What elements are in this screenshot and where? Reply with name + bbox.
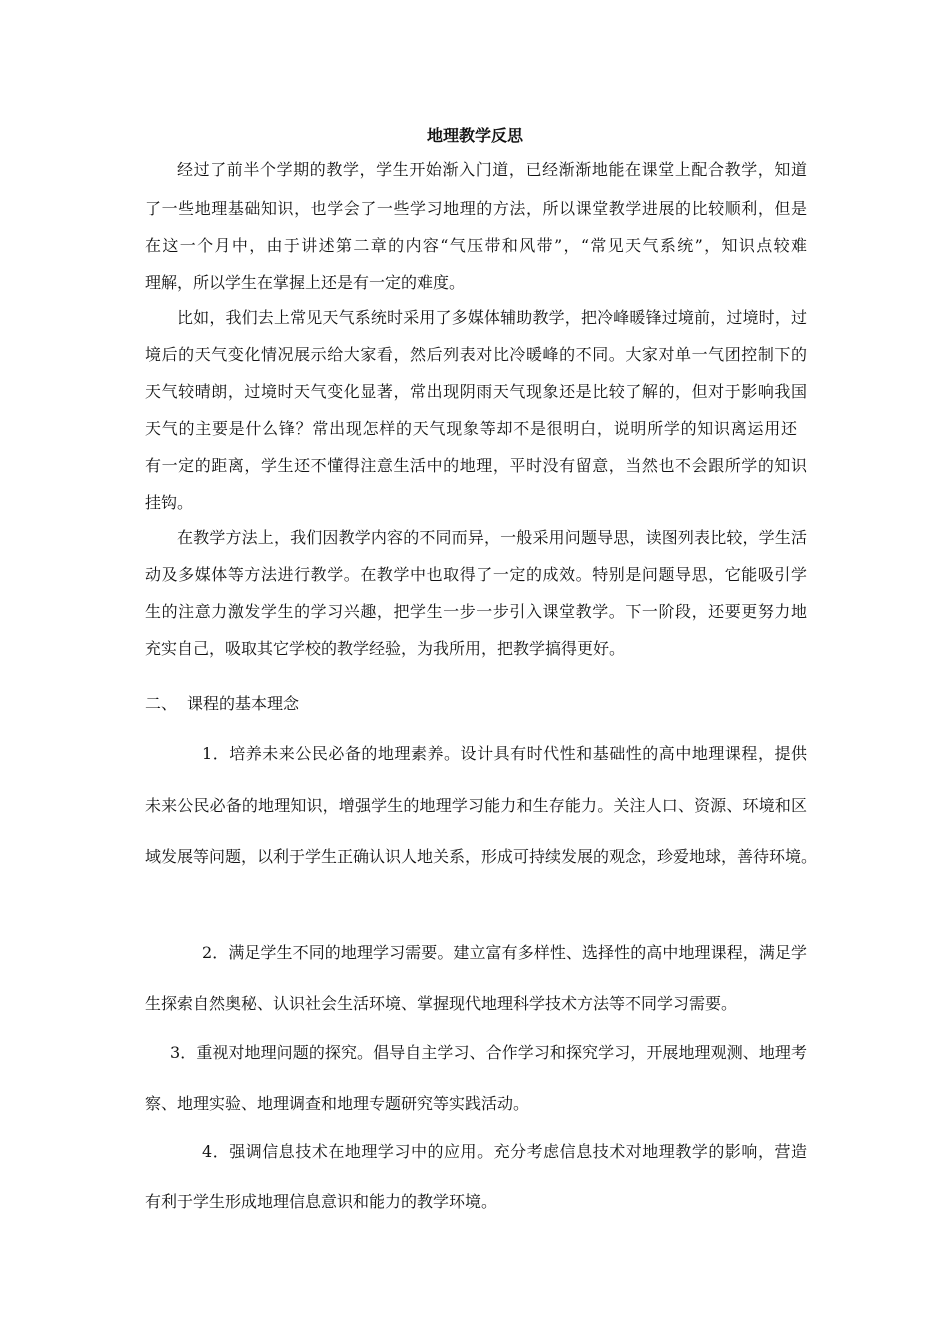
paragraph-line: 动及多媒体等方法进行教学。在教学中也取得了一定的成效。特别是问题导思，它能吸引学 [145,565,807,584]
paragraph-line: 比如，我们去上常见天气系统时采用了多媒体辅助教学，把冷峰暖锋过境前，过境时，过 [177,308,807,327]
section-title: 课程的基本理念 [187,694,300,713]
paragraph-line: 在教学方法上，我们因教学内容的不同而异，一般采用问题导思，读图列表比较，学生活 [177,528,807,547]
paragraph-line: 经过了前半个学期的教学，学生开始渐入门道，已经渐渐地能在课堂上配合教学，知道 [177,160,807,179]
concept-line: 1．培养未来公民必备的地理素养。设计具有时代性和基础性的高中地理课程，提供 [202,744,807,763]
concept-line: 域发展等问题，以利于学生正确认识人地关系，形成可持续发展的观念，珍爱地球，善待环境。 [145,847,818,866]
paragraph-line: 理解，所以学生在掌握上还是有一定的难度。 [145,273,466,292]
concept-line: 未来公民必备的地理知识，增强学生的地理学习能力和生存能力。关注人口、资源、环境和区 [145,796,807,815]
paragraph-line: 了一些地理基础知识，也学会了一些学习地理的方法，所以课堂教学进展的比较顺利，但是 [145,199,807,218]
concept-line: 有利于学生形成地理信息意识和能力的教学环境。 [145,1192,498,1211]
paragraph-line: 生的注意力激发学生的学习兴趣，把学生一步一步引入课堂教学。下一阶段，还要更努力地 [145,602,807,621]
concept-line: 3．重视对地理问题的探究。倡导自主学习、合作学习和探究学习，开展地理观测、地理考 [170,1043,807,1062]
section-number: 二、 [145,694,178,713]
paragraph-line: 挂钩。 [145,493,194,512]
paragraph-line: 有一定的距离，学生还不懂得注意生活中的地理，平时没有留意，当然也不会跟所学的知识 [145,456,807,475]
concept-line: 察、地理实验、地理调查和地理专题研究等实践活动。 [145,1094,530,1113]
paragraph-line: 天气的主要是什么锋？常出现怎样的天气现象等却不是很明白，说明所学的知识离运用还 [145,419,797,438]
paragraph-line: 境后的天气变化情况展示给大家看，然后列表对比冷暖峰的不同。大家对单一气团控制下的 [145,345,807,364]
concept-line: 4．强调信息技术在地理学习中的应用。充分考虑信息技术对地理教学的影响，营造 [202,1142,807,1161]
paragraph-line: 天气较晴朗，过境时天气变化显著，常出现阴雨天气现象还是比较了解的，但对于影响我国 [145,382,807,401]
concept-line: 2．满足学生不同的地理学习需要。建立富有多样性、选择性的高中地理课程，满足学 [202,943,807,962]
concept-line: 生探索自然奥秘、认识社会生活环境、掌握现代地理科学技术方法等不同学习需要。 [145,994,738,1013]
paragraph-line: 在这一个月中，由于讲述第二章的内容“气压带和风带”，“常见天气系统”，知识点较难 [145,236,807,255]
paragraph-line: 充实自己，吸取其它学校的教学经验，为我所用，把教学搞得更好。 [145,639,626,658]
document-title: 地理教学反思 [426,126,523,145]
